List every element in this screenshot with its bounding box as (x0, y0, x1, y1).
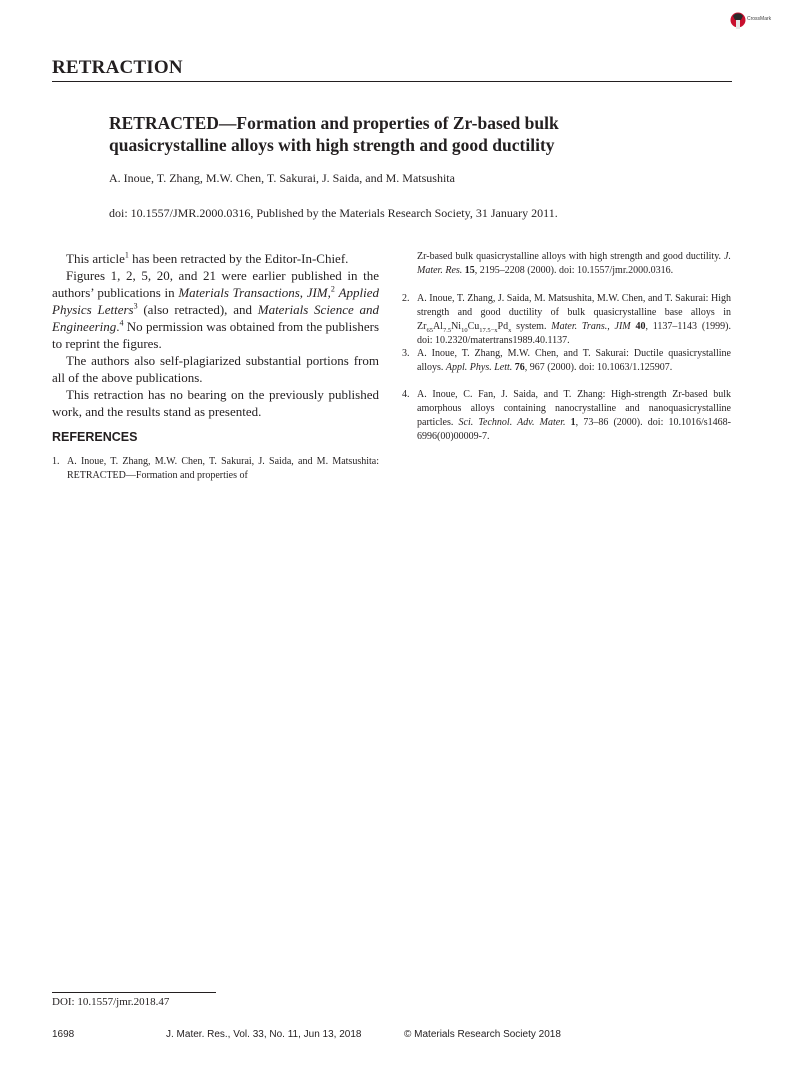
footnote-rule (52, 992, 216, 993)
p1-text-b: has been retracted by the Editor-In-Chief. (128, 251, 349, 266)
p2-citation-2: 3 (133, 301, 138, 311)
reference-number: 1. (52, 456, 60, 467)
original-doi-line: doi: 10.1557/JMR.2000.0316, Published by the Materials Research Society, 31 January 2011. (109, 206, 558, 220)
reference-text-a: A. Inoue, T. Zhang, M.W. Chen, and T. Sakurai: Ductile quasicrystalline alloys. (417, 348, 731, 373)
p2-journal-3: Materials Science and Engineering (52, 302, 380, 334)
retraction-body (52, 250, 379, 420)
reference-text-continued (417, 250, 731, 278)
copyright-notice: © Materials Research Society 2018 (404, 1029, 561, 1040)
author-list: A. Inoue, T. Zhang, M.W. Chen, T. Sakurai, J. Saida, and M. Matsushita (109, 171, 455, 185)
reference-journal: Sci. Technol. Adv. Mater. (458, 417, 566, 428)
formula-sub: x (508, 327, 512, 334)
p1-citation: 1 (124, 250, 129, 260)
reference-text-c: , 2195–2208 (2000). doi: 10.1557/jmr.2000.0316. (474, 265, 674, 276)
page-number: 1698 (52, 1029, 75, 1040)
reference-number: 3. (402, 348, 410, 359)
title-line-2: quasicrystalline alloys with high strength and good ductility (109, 135, 555, 155)
section-label: RETRACTION (52, 57, 183, 78)
reference-text-c: , 967 (2000). doi: 10.1063/1.125907. (524, 362, 673, 373)
p2-journal-2: Applied Physics Letters (52, 285, 379, 317)
formula-sub: 10 (461, 327, 468, 334)
references-heading: REFERENCES (52, 430, 138, 444)
p2-text-a: Figures 1, 2, 5, 20, and 21 were earlier published in the authors’ publications in (52, 268, 379, 300)
reference-1-continued (402, 250, 731, 278)
reference-1 (52, 455, 379, 483)
reference-text (417, 292, 731, 348)
paragraph-3: The authors also self-plagiarized substantial portions from all of the above publications. (52, 353, 379, 385)
article-title (109, 112, 709, 156)
reference-text-c: , 73–86 (2000). doi: 10.1016/s1468-6996(00)00009-7. (417, 417, 732, 442)
formula-element: Cu (467, 321, 480, 332)
reference-text-b: system. (511, 321, 552, 332)
formula-sub: 17.5−x (479, 327, 498, 334)
reference-2 (402, 292, 731, 348)
formula-element: Ni (451, 321, 462, 332)
crossmark-icon (730, 11, 746, 31)
reference-number: 2. (402, 293, 410, 304)
article-doi: DOI: 10.1557/jmr.2018.47 (52, 996, 170, 1008)
reference-3 (402, 347, 731, 375)
reference-text-c: , 1137–1143 (1999). doi: 10.2320/matertrans1989.40.1137. (417, 321, 732, 346)
reference-journal: Appl. Phys. Lett. (445, 362, 513, 373)
reference-text (417, 347, 731, 375)
title-line-1: RETRACTED—Formation and properties of Zr-based bulk (109, 113, 559, 133)
formula-sub: 65 (426, 327, 433, 334)
p2-citation-3: 4 (119, 318, 124, 328)
reference-journal: Mater. Trans., JIM (551, 321, 631, 332)
formula-sub: 7.5 (442, 327, 452, 334)
reference-text (417, 388, 731, 444)
p1-text-a: This article (66, 251, 125, 266)
p2-journal-1: Materials Transactions, JIM, (178, 285, 331, 300)
p2-text-c: . (116, 319, 120, 334)
p2-text-b: (also retracted), and (137, 302, 258, 317)
reference-4 (402, 388, 731, 444)
reference-text-a: A. Inoue, C. Fan, J. Saida, and T. Zhang: High-strength Zr-based bulk amorphous alloys containing nanocrystalline and nanoquasicrystalline particles. (417, 389, 731, 428)
reference-volume: 1 (570, 417, 576, 428)
reference-volume: 15 (464, 265, 475, 276)
crossmark-badge[interactable] (730, 11, 778, 31)
reference-text: A. Inoue, T. Zhang, M.W. Chen, T. Sakurai, J. Saida, and M. Matsushita: RETRACTED—Formation and properties of (67, 456, 379, 481)
p2-text-d: No permission was obtained from the publishers to reprint the figures. (52, 319, 379, 351)
reference-text-a: A. Inoue, T. Zhang, J. Saida, M. Matsushita, M.W. Chen, and T. Sakurai: High strength and good ductility of bulk quasicrystalline base alloys in Zr (417, 293, 731, 332)
formula-element: Pd (497, 321, 509, 332)
journal-citation: J. Mater. Res., Vol. 33, No. 11, Jun 13, 2018 (166, 1029, 362, 1040)
paragraph-2 (52, 267, 379, 352)
crossmark-label: CrossMark (747, 16, 772, 22)
formula-element: Al (432, 321, 443, 332)
paragraph-1 (52, 250, 379, 267)
paragraph-4: This retraction has no bearing on the previously published work, and the results stand as presented. (52, 387, 379, 419)
header-rule (52, 81, 732, 82)
reference-number: 4. (402, 389, 410, 400)
reference-volume: 76 (514, 362, 525, 373)
reference-volume: 40 (635, 321, 646, 332)
reference-journal: J. Mater. Res. (417, 251, 731, 276)
reference-text-b: Zr-based bulk quasicrystalline alloys with high strength and good ductility. (417, 251, 725, 262)
p2-citation-1: 2 (330, 284, 335, 294)
